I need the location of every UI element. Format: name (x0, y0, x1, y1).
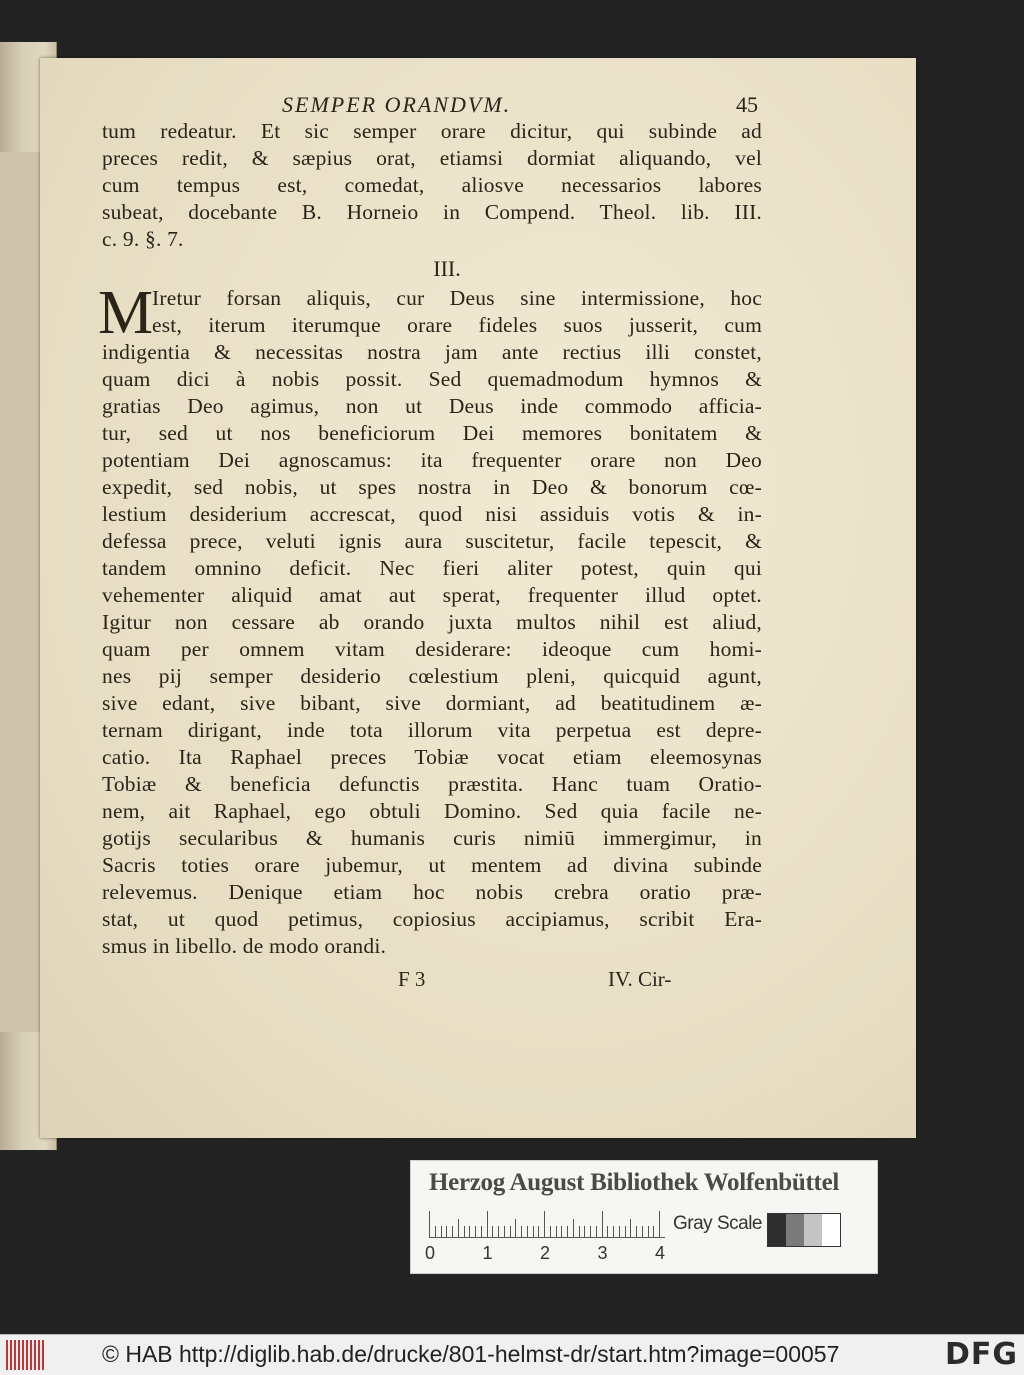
text-line: gotijs secularibus & humanis curis nimiū immergimur, in (102, 826, 762, 850)
ruler-tick (607, 1226, 608, 1237)
gray-swatch (786, 1214, 804, 1246)
ruler-number: 2 (540, 1243, 551, 1263)
text-line: vehementer aliquid amat aut sperat, frequenter illud optet. (102, 583, 762, 607)
ruler-number: 3 (597, 1243, 608, 1263)
paragraph-main (98, 279, 762, 960)
ruler-tick (481, 1226, 482, 1237)
ruler-tick (475, 1226, 476, 1237)
ruler-tick (625, 1226, 626, 1237)
text-line: defessa prece, veluti ignis aura suscitetur, facile tepescit, & (102, 529, 762, 553)
drop-cap: M (98, 279, 154, 347)
paragraph-before (102, 118, 762, 253)
ruler-tick (469, 1226, 470, 1237)
ruler-number: 0 (425, 1243, 436, 1263)
barcode-bar (6, 1340, 8, 1370)
ruler-tick (487, 1211, 488, 1237)
page-number: 45 (736, 92, 758, 117)
text-line: Tobiæ & beneficia defunctis præstita. Hanc tuam Oratio- (102, 772, 762, 796)
text-line: stat, ut quod petimus, copiosius accipiamus, scribit Era- (102, 907, 762, 931)
ruler-tick (538, 1226, 539, 1237)
text-line: tum redeatur. Et sic semper orare dicitur, qui subinde ad (102, 119, 762, 143)
text-line: sive edant, sive bibant, sive dormiant, ad beatitudinem æ- (102, 691, 762, 715)
barcode-icon (6, 1340, 48, 1370)
ruler-tick (464, 1226, 465, 1237)
text-line: quam per omnem vitam desiderare: ideoque cum homi- (102, 637, 762, 661)
text-line: quam dici à nobis possit. Sed quemadmodum hymnos & (102, 367, 762, 391)
text-line: smus in libello. de modo orandi. (102, 934, 387, 958)
text-line: Iretur forsan aliquis, cur Deus sine intermissione, hoc (152, 286, 762, 310)
barcode-bar (18, 1340, 20, 1370)
ruler-tick (653, 1226, 654, 1237)
text-line: expedit, sed nobis, ut spes nostra in Deo & bonorum cœ- (102, 475, 762, 499)
copyright-url[interactable]: © HAB http://diglib.hab.de/drucke/801-helmst-dr/start.htm?image=00057 (102, 1341, 840, 1367)
text-line: Sacris toties orare jubemur, ut mentem ad divina subinde (102, 853, 762, 877)
paragraph-lines (102, 285, 762, 960)
gray-swatch (822, 1214, 840, 1246)
ruler-tick (515, 1219, 516, 1237)
section-number: III. (433, 256, 461, 281)
library-label-card (410, 1160, 878, 1274)
book-page (40, 58, 916, 1138)
ruler-tick (567, 1226, 568, 1237)
ruler-number: 4 (655, 1243, 666, 1263)
dfg-logo: DFG (944, 1337, 1018, 1372)
ruler-tick (446, 1226, 447, 1237)
ruler-tick (504, 1226, 505, 1237)
ruler-tick (630, 1219, 631, 1237)
ruler-number: 1 (482, 1243, 493, 1263)
ruler-tick (636, 1226, 637, 1237)
signature-mark: F 3 (398, 967, 426, 991)
ruler-tick (452, 1226, 453, 1237)
running-head (102, 92, 762, 118)
ruler-numbers (425, 1243, 675, 1265)
ruler-tick (613, 1226, 614, 1237)
viewer-footer-bar (0, 1334, 1024, 1375)
ruler-tick (642, 1226, 643, 1237)
ruler-tick (435, 1226, 436, 1237)
ruler-tick (561, 1226, 562, 1237)
barcode-bar (14, 1340, 16, 1370)
barcode-bar (10, 1340, 12, 1370)
barcode-bar (30, 1340, 32, 1370)
ruler-tick (544, 1211, 545, 1237)
text-line: gratias Deo agimus, non ut Deus inde commodo afficia- (102, 394, 762, 418)
text-line: ternam dirigant, inde tota illorum vita perpetua est depre- (102, 718, 762, 742)
barcode-bar (34, 1340, 36, 1370)
ruler-tick (556, 1226, 557, 1237)
text-line: potentiam Dei agnoscamus: ita frequenter orare non Deo (102, 448, 762, 472)
text-line: c. 9. §. 7. (102, 227, 184, 251)
ruler-tick (584, 1226, 585, 1237)
gray-swatch (804, 1214, 822, 1246)
ruler-tick (619, 1226, 620, 1237)
ruler-tick (527, 1226, 528, 1237)
ruler-tick (510, 1226, 511, 1237)
ruler-tick (441, 1226, 442, 1237)
scale-ruler (429, 1211, 665, 1238)
ruler-tick (498, 1226, 499, 1237)
ruler-tick (521, 1226, 522, 1237)
text-line: indigentia & necessitas nostra jam ante rectius illi constet, (102, 340, 762, 364)
ruler-tick (579, 1226, 580, 1237)
text-line: subeat, docebante B. Horneio in Compend. Theol. lib. III. (102, 200, 762, 224)
text-line: cum tempus est, comedat, aliosve necessarios labores (102, 173, 762, 197)
text-line: Igitur non cessare ab orando juxta multos nihil est aliud, (102, 610, 762, 634)
text-line: nem, ait Raphael, ego obtuli Domino. Sed quia facile ne- (102, 799, 762, 823)
gray-scale-label: Gray Scale (673, 1213, 762, 1234)
ruler-tick (602, 1211, 603, 1237)
catchword: IV. Cir- (608, 967, 672, 991)
barcode-bar (26, 1340, 28, 1370)
ruler-tick (429, 1211, 430, 1237)
text-line: preces redit, & sæpius orat, etiamsi dormiat aliquando, vel (102, 146, 762, 170)
text-line: catio. Ita Raphael preces Tobiæ vocat etiam eleemosynas (102, 745, 762, 769)
page-footer (102, 964, 762, 994)
ruler-tick (533, 1226, 534, 1237)
ruler-tick (648, 1226, 649, 1237)
institution-name: Herzog August Bibliothek Wolfenbüttel (429, 1169, 840, 1196)
barcode-bar (38, 1340, 40, 1370)
text-line: relevemus. Denique etiam hoc nobis crebra oratio præ- (102, 880, 762, 904)
ruler-tick (596, 1226, 597, 1237)
ruler-tick (590, 1226, 591, 1237)
barcode-bar (42, 1340, 44, 1370)
page-text (98, 92, 762, 994)
ruler-tick (573, 1219, 574, 1237)
gray-swatch (768, 1214, 786, 1246)
barcode-bar (22, 1340, 24, 1370)
running-head-title: SEMPER ORANDVM. (282, 92, 512, 117)
leaf-strip (0, 152, 40, 1032)
text-line: nes pij semper desiderio cœlestium pleni, quicquid agunt, (102, 664, 762, 688)
text-line: tur, sed ut nos beneficiorum Dei memores bonitatem & (102, 421, 762, 445)
ruler-tick (458, 1219, 459, 1237)
ruler-tick (550, 1226, 551, 1237)
text-line: tandem omnino deficit. Nec fieri aliter potest, quin qui (102, 556, 762, 580)
ruler-tick (492, 1226, 493, 1237)
text-line: est, iterum iterumque orare fideles suos jusserit, cum (152, 313, 762, 337)
text-line: lestium desiderium accrescat, quod nisi assiduis votis & in- (102, 502, 762, 526)
ruler-tick (659, 1211, 660, 1237)
gray-scale-swatches (767, 1213, 841, 1247)
